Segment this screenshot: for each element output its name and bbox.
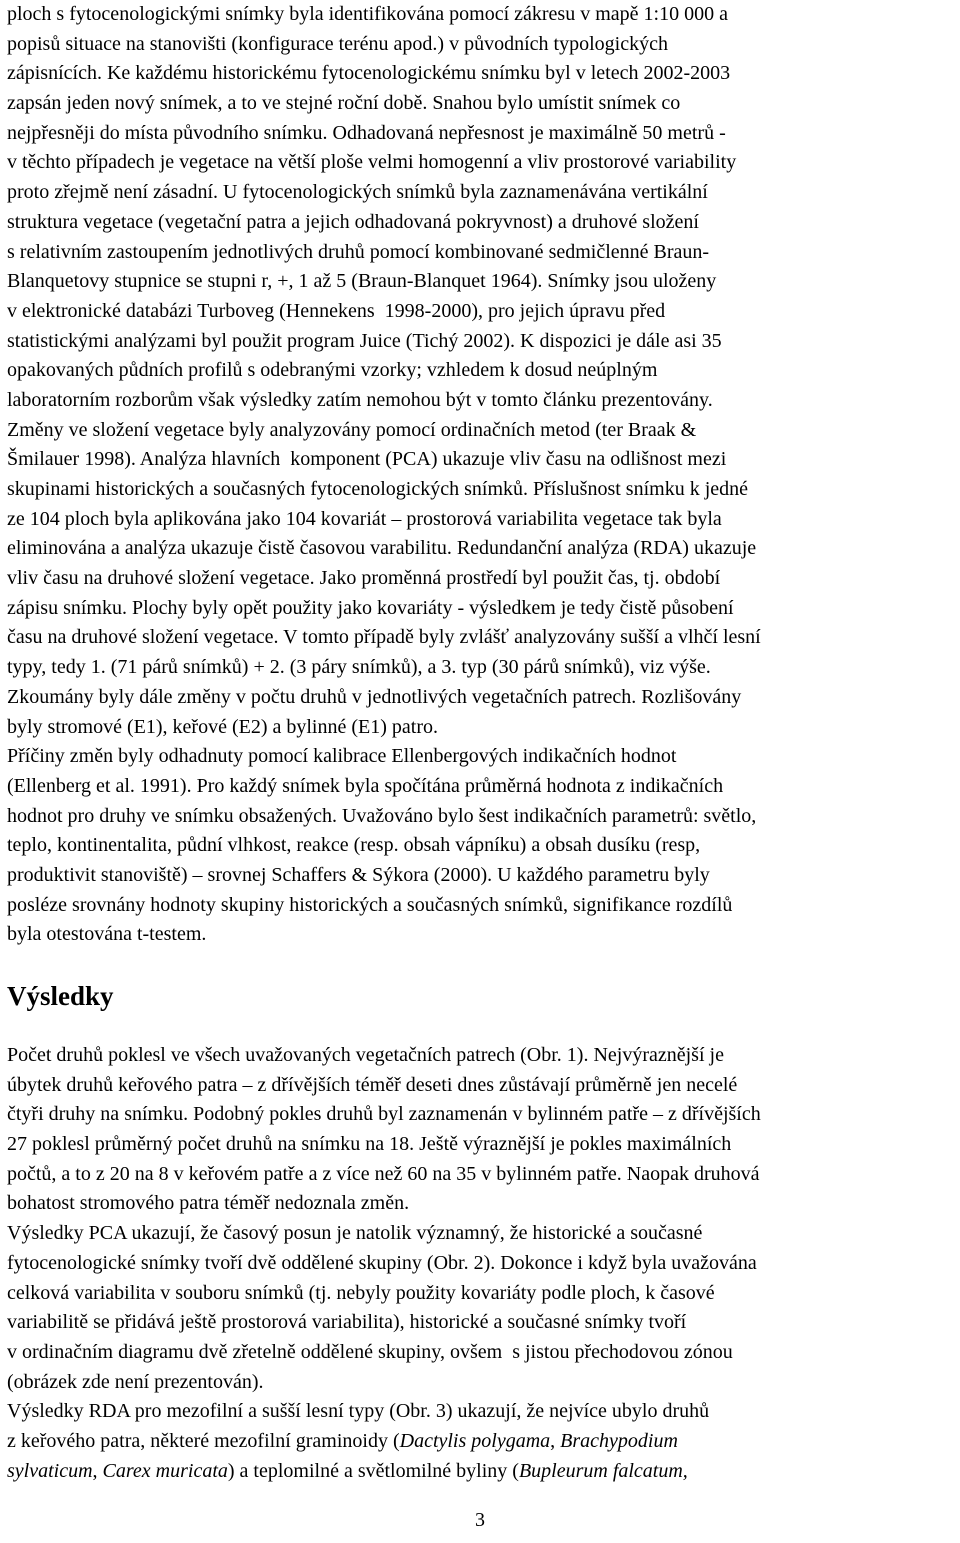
text-line: statistickými analýzami byl použit program Juice (Tichý 2002). K dispozici je dále asi 35 (7, 329, 722, 352)
text-line: laboratorním rozborům však výsledky zatím nemohou být v tomto článku prezentovány. (7, 388, 713, 411)
text-run: , (550, 1429, 561, 1452)
species-name: Brachypodium (560, 1429, 678, 1452)
text-line: (obrázek zde není prezentován). (7, 1370, 264, 1393)
species-name: Carex muricata (102, 1459, 228, 1482)
text-line: ze 104 ploch byla aplikována jako 104 kovariát – prostorová variabilita vegetace tak byla (7, 507, 722, 530)
species-name: Bupleurum falcatum, (518, 1459, 688, 1482)
text-line-mixed (7, 1457, 957, 1487)
text-line: struktura vegetace (vegetační patra a jejich odhadovaná pokryvnost) a druhové složení (7, 210, 699, 233)
section-heading: Výsledky (7, 981, 114, 1011)
page-number: 3 (475, 1509, 485, 1531)
text-run: ) a teplomilné a světlomilné byliny ( (227, 1459, 519, 1482)
text-line: typy, tedy 1. (71 párů snímků) + 2. (3 páry snímků), a 3. typ (30 párů snímků), viz výše. (7, 656, 711, 679)
text-line: počtů, a to z 20 na 8 v keřovém patře a z více než 60 na 35 v bylinném patře. Naopak druhová (7, 1162, 760, 1185)
spacer (7, 950, 957, 972)
text-line-mixed (7, 1427, 957, 1457)
document-page (7, 0, 957, 1486)
spacer (7, 1020, 957, 1041)
text-line: popisů situace na stanovišti (konfigurace terénu apod.) v původních typologických (7, 32, 668, 55)
text-line: 27 poklesl průměrný počet druhů na snímku na 18. Ještě výraznější je pokles maximálních (7, 1133, 732, 1156)
paragraph-results (7, 1041, 957, 1486)
text-line: proto zřejmě není zásadní. U fytocenologických snímků byla zaznamenávána vertikální (7, 181, 708, 204)
text-line: teplo, kontinentalita, půdní vlhkost, reakce (resp. obsah vápníku) a obsah dusíku (resp, (7, 834, 701, 857)
text-line: Zkoumány byly dále změny v počtu druhů v jednotlivých vegetačních patrech. Rozlišovány (7, 685, 742, 708)
text-line: Příčiny změn byly odhadnuty pomocí kalibrace Ellenbergových indikačních hodnot (7, 745, 677, 768)
text-line: zápisu snímku. Plochy byly opět použity jako kovariáty - výsledkem je tedy čistě působení (7, 596, 734, 619)
species-name: sylvaticum (7, 1459, 93, 1482)
text-line: hodnot pro druhy ve snímku obsažených. Uvažováno bylo šest indikačních parametrů: světlo, (7, 804, 757, 827)
text-line: nejpřesněji do místa původního snímku. Odhadovaná nepřesnost je maximálně 50 metrů - (7, 121, 726, 144)
text-line: úbytek druhů keřového patra – z dřívějších téměř deseti dnes zůstávají průměrně jen necelé (7, 1073, 738, 1096)
text-line: zapsán jeden nový snímek, a to ve stejné roční době. Snahou bylo umístit snímek co (7, 92, 681, 115)
text-line: celková variabilita v souboru snímků (tj. nebyly použity kovariáty podle ploch, k časové (7, 1281, 715, 1304)
text-line: Změny ve složení vegetace byly analyzovány pomocí ordinačních metod (ter Braak & (7, 418, 697, 441)
paragraph-methods (7, 0, 957, 950)
text-line: opakovaných půdních profilů s odebranými vzorky; vzhledem k dosud neúplným (7, 359, 658, 382)
text-line: Výsledky RDA pro mezofilní a sušší lesní typy (Obr. 3) ukazují, že nejvíce ubylo druhů (7, 1400, 710, 1423)
text-line: v ordinačním diagramu dvě zřetelně oddělené skupiny, ovšem s jistou přechodovou zónou (7, 1340, 733, 1363)
text-line: s relativním zastoupením jednotlivých druhů pomocí kombinované sedmičlenné Braun- (7, 240, 710, 263)
text-line: ploch s fytocenologickými snímky byla identifikována pomocí zákresu v mapě 1:10 000 a (7, 3, 728, 25)
text-line: byla otestována t-testem. (7, 923, 207, 946)
text-line: v elektronické databázi Turboveg (Hennekens 1998-2000), pro jejich úpravu před (7, 299, 666, 322)
text-line: fytocenologické snímky tvoří dvě oddělené skupiny (Obr. 2). Dokonce i když byla uvažována (7, 1251, 757, 1274)
text-line: bohatost stromového patra téměř nedoznala změn. (7, 1192, 410, 1215)
text-line: produktivit stanoviště) – srovnej Schaffers & Sýkora (2000). U každého parametru byly (7, 863, 710, 886)
text-line: (Ellenberg et al. 1991). Pro každý snímek byla spočítána průměrná hodnota z indikačních (7, 774, 724, 797)
text-line: času na druhové složení vegetace. V tomto případě byly zvlášť analyzovány sušší a vlhčí lesní (7, 626, 761, 649)
text-line: čtyři druhy na snímku. Podobný pokles druhů byl zaznamenán v bylinném patře – z dřívějších (7, 1103, 761, 1126)
text-line: Šmilauer 1998). Analýza hlavních komponent (PCA) ukazuje vliv času na odlišnost mezi (7, 448, 727, 471)
text-line: Blanquetovy stupnice se stupni r, +, 1 až 5 (Braun-Blanquet 1964). Snímky jsou uloženy (7, 270, 717, 293)
text-run: z keřového patra, některé mezofilní graminoidy ( (7, 1429, 400, 1452)
text-line: Výsledky PCA ukazují, že časový posun je natolik významný, že historické a současné (7, 1222, 703, 1245)
text-line: Počet druhů poklesl ve všech uvažovaných vegetačních patrech (Obr. 1). Nejvýraznější je (7, 1044, 724, 1066)
text-run: , (92, 1459, 103, 1482)
species-name: Dactylis polygama (399, 1429, 551, 1452)
text-line: eliminována a analýza ukazuje čistě časovou varabilitu. Redundanční analýza (RDA) ukazuje (7, 537, 757, 560)
text-line: zápisnících. Ke každému historickému fytocenologickému snímku byl v letech 2002-2003 (7, 62, 731, 85)
text-line: byly stromové (E1), keřové (E2) a bylinné (E1) patro. (7, 715, 438, 738)
text-line: variabilitě se přidává ještě prostorová variabilita), historické a současné snímky tvoří (7, 1311, 687, 1334)
text-line: v těchto případech je vegetace na větší ploše velmi homogenní a vliv prostorové variability (7, 151, 737, 174)
text-line: posléze srovnány hodnoty skupiny historických a současných snímků, signifikance rozdílů (7, 893, 733, 916)
text-line: vliv času na druhové složení vegetace. Jako proměnná prostředí byl použit čas, tj. období (7, 567, 721, 590)
text-line: skupinami historických a současných fytocenologických snímků. Příslušnost snímku k jedné (7, 478, 749, 500)
